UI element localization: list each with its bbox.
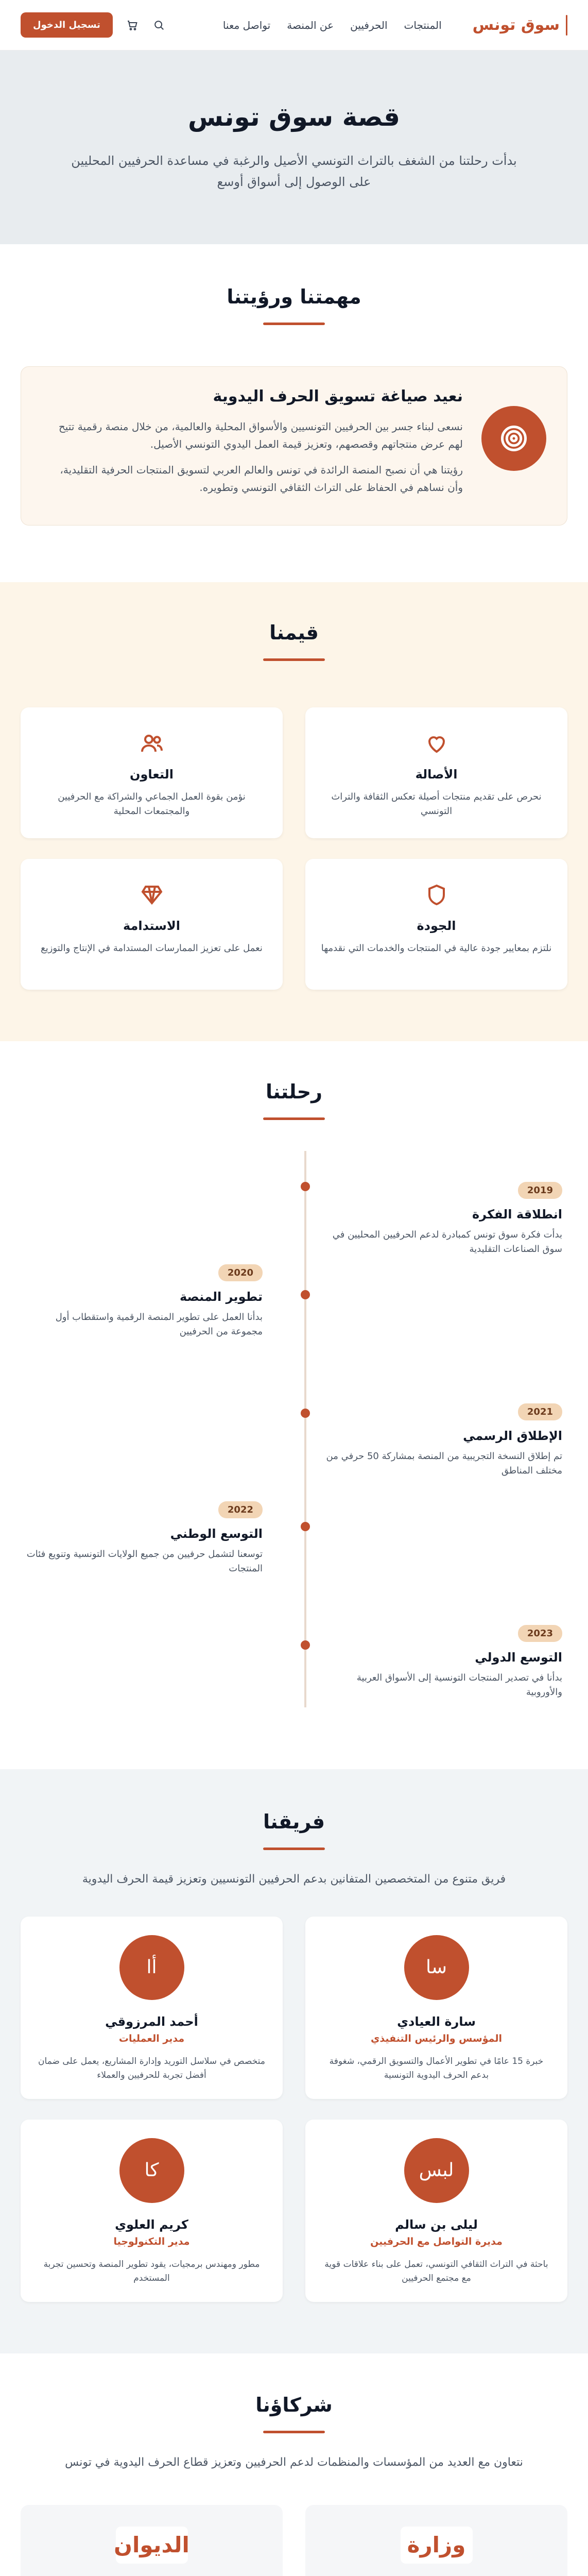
event-title: التوسع الدولي xyxy=(475,1650,562,1665)
value-text: نعمل على تعزيز الممارسات المستدامة في الإنتاج والتوزيع xyxy=(41,942,263,954)
member-name: أحمد المرزوقي xyxy=(105,2014,198,2029)
timeline-event xyxy=(325,1182,562,1258)
title-underline xyxy=(263,2431,325,2433)
mission-title: مهمتنا ورؤيتنا xyxy=(227,285,361,308)
year-badge: 2019 xyxy=(518,1182,562,1199)
partner-logo: وزارة xyxy=(401,2527,473,2564)
shield-icon xyxy=(422,880,451,909)
year-badge: 2022 xyxy=(218,1501,263,1518)
team-title: فريقنا xyxy=(263,1810,325,1833)
event-title: انطلاقة الفكرة xyxy=(472,1207,562,1222)
member-name: كريم العلوي xyxy=(115,2217,188,2232)
header-actions xyxy=(21,12,166,38)
member-bio: مطور ومهندس برمجيات، يقود تطوير المنصة وتحسين تجربة المستخدم xyxy=(43,2259,260,2283)
timeline-dot xyxy=(301,1522,310,1531)
event-text: تم إطلاق النسخة التجريبية من المنصة بمشاركة 50 حرفي من مختلف المناطق xyxy=(326,1450,562,1477)
partners-section xyxy=(0,2353,588,2576)
title-underline xyxy=(263,658,325,661)
member-card xyxy=(305,1917,567,2099)
member-bio: باحثة في التراث الثقافي التونسي، تعمل على بناء علاقات قوية مع مجتمع الحرفيين xyxy=(324,2259,548,2283)
cart-icon[interactable] xyxy=(125,18,140,32)
member-role: مديرة التواصل مع الحرفيين xyxy=(370,2235,503,2247)
year-badge: 2020 xyxy=(218,1264,263,1281)
partner-card xyxy=(305,2505,567,2576)
partners-lead: نتعاون مع العديد من المؤسسات والمنظمات لدعم الحرفيين وتعزيز قطاع الحرف اليدوية في تونس xyxy=(65,2455,523,2469)
values-title: قيمنا xyxy=(269,621,319,644)
team-grid xyxy=(21,1917,567,2302)
member-card xyxy=(21,1917,283,2099)
search-icon[interactable] xyxy=(152,18,166,32)
event-title: التوسع الوطني xyxy=(170,1526,263,1541)
value-text: نحرص على تقديم منتجات أصيلة تعكس الثقافة والتراث التونسي xyxy=(331,791,542,817)
users-icon xyxy=(137,729,166,758)
partners-grid xyxy=(21,2505,567,2576)
mission-paragraph-2: رؤيتنا هي أن نصبح المنصة الرائدة في تونس والعالم العربي لتسويق المنتجات الحرفية التقليدية، وأن نساهم في الحفاظ على التراث الثقافي التونسي وتطويره. xyxy=(60,463,463,494)
title-underline xyxy=(263,1117,325,1120)
timeline-event xyxy=(325,1625,562,1701)
mission-body xyxy=(42,387,463,504)
main-nav xyxy=(166,19,442,31)
value-card xyxy=(21,707,283,838)
nav-about[interactable]: عن المنصة xyxy=(287,19,334,31)
values-grid xyxy=(21,707,567,990)
mission-card xyxy=(21,366,567,526)
timeline-event xyxy=(325,1403,562,1479)
timeline-dot xyxy=(301,1409,310,1418)
event-text: بدأنا في تصدير المنتجات التونسية إلى الأسواق العربية والأوروبية xyxy=(356,1672,562,1698)
timeline-dot xyxy=(301,1182,310,1191)
year-badge: 2021 xyxy=(518,1403,562,1420)
member-card xyxy=(21,2120,283,2302)
value-title: التعاون xyxy=(130,767,174,782)
team-lead: فريق متنوع من المتخصصين المتفانين بدعم الحرفيين التونسيين وتعزيز قيمة الحرف اليدوية xyxy=(82,1872,506,1886)
nav-contact[interactable]: تواصل معنا xyxy=(222,19,271,31)
event-title: تطوير المنصة xyxy=(179,1289,263,1304)
value-card xyxy=(305,859,567,990)
journey-section xyxy=(0,1041,588,1769)
timeline xyxy=(21,1151,567,1707)
partner-card xyxy=(21,2505,283,2576)
site-header xyxy=(0,0,588,50)
avatar: لبس xyxy=(404,2138,469,2203)
logo-bar xyxy=(566,15,567,36)
timeline-event xyxy=(26,1264,263,1340)
title-underline xyxy=(263,1848,325,1850)
journey-title: رحلتنا xyxy=(265,1080,323,1103)
member-name: سارة العيادي xyxy=(397,2014,476,2029)
event-text: بدأت فكرة سوق تونس كمبادرة لدعم الحرفيين المحليين في سوق الصناعات التقليدية xyxy=(332,1229,562,1255)
value-title: الاستدامة xyxy=(123,918,180,933)
partners-title: شركاؤنا xyxy=(255,2393,333,2416)
hero-text: بدأت رحلتنا من الشغف بالتراث التونسي الأصيل والرغبة في مساعدة الحرفيين المحليين على الوصول إلى أسواق أوسع xyxy=(71,154,517,189)
site-logo[interactable] xyxy=(473,15,567,36)
value-card xyxy=(305,707,567,838)
nav-products[interactable]: المنتجات xyxy=(404,19,442,31)
year-badge: 2023 xyxy=(518,1625,562,1642)
timeline-dot xyxy=(301,1640,310,1650)
hero-section xyxy=(0,50,588,244)
heart-icon xyxy=(422,729,451,758)
avatar: كا xyxy=(119,2138,184,2203)
timeline-line xyxy=(304,1151,306,1707)
mission-section xyxy=(0,244,588,582)
value-title: الأصالة xyxy=(415,767,458,782)
partner-logo: الديوان xyxy=(116,2527,188,2564)
gem-icon xyxy=(137,880,166,909)
member-role: مدير التكنولوجيا xyxy=(113,2235,190,2247)
member-bio: متخصص في سلاسل التوريد وإدارة المشاريع، يعمل على ضمان أفضل تجربة للحرفيين والعملاء xyxy=(38,2056,265,2080)
value-card xyxy=(21,859,283,990)
value-title: الجودة xyxy=(417,918,456,933)
avatar: أا xyxy=(119,1935,184,2000)
event-text: توسعنا لتشمل حرفيين من جميع الولايات التونسية وتنويع فئات المنتجات xyxy=(26,1548,263,1574)
avatar: سا xyxy=(404,1935,469,2000)
timeline-dot xyxy=(301,1290,310,1299)
value-text: نؤمن بقوة العمل الجماعي والشراكة مع الحرفيين والمجتمعات المحلية xyxy=(58,791,246,817)
timeline-event xyxy=(26,1501,263,1577)
login-button[interactable]: تسجيل الدخول xyxy=(21,12,113,38)
event-title: الإطلاق الرسمي xyxy=(463,1428,562,1443)
member-role: مدير العمليات xyxy=(118,2032,185,2044)
logo-text: سوق تونس xyxy=(472,16,560,34)
hero-title: قصة سوق تونس xyxy=(188,102,400,132)
event-text: بدأنا العمل على تطوير المنصة الرقمية واستقطاب أول مجموعة من الحرفيين xyxy=(55,1311,263,1337)
team-section xyxy=(0,1769,588,2353)
member-name: ليلى بن سالم xyxy=(395,2217,478,2232)
value-text: نلتزم بمعايير جودة عالية في المنتجات والخدمات التي نقدمها xyxy=(321,942,552,954)
title-underline xyxy=(263,323,325,325)
member-role: المؤسس والرئيس التنفيذي xyxy=(370,2032,503,2044)
nav-artisans[interactable]: الحرفيين xyxy=(350,19,388,31)
member-bio: خبرة 15 عامًا في تطوير الأعمال والتسويق الرقمي، شغوفة بدعم الحرف اليدوية التونسية xyxy=(329,2056,544,2080)
mission-card-title: نعيد صياغة تسويق الحرف اليدوية xyxy=(213,387,463,405)
target-icon xyxy=(481,406,546,471)
member-card xyxy=(305,2120,567,2302)
values-section xyxy=(0,582,588,1041)
mission-paragraph-1: نسعى لبناء جسر بين الحرفيين التونسيين والأسواق المحلية والعالمية، من خلال منصة رقمية تتيح لهم عرض منتجاتهم وقصصهم، وتعزيز قيمة العمل اليدوي التونسي الأصيل. xyxy=(58,420,463,450)
